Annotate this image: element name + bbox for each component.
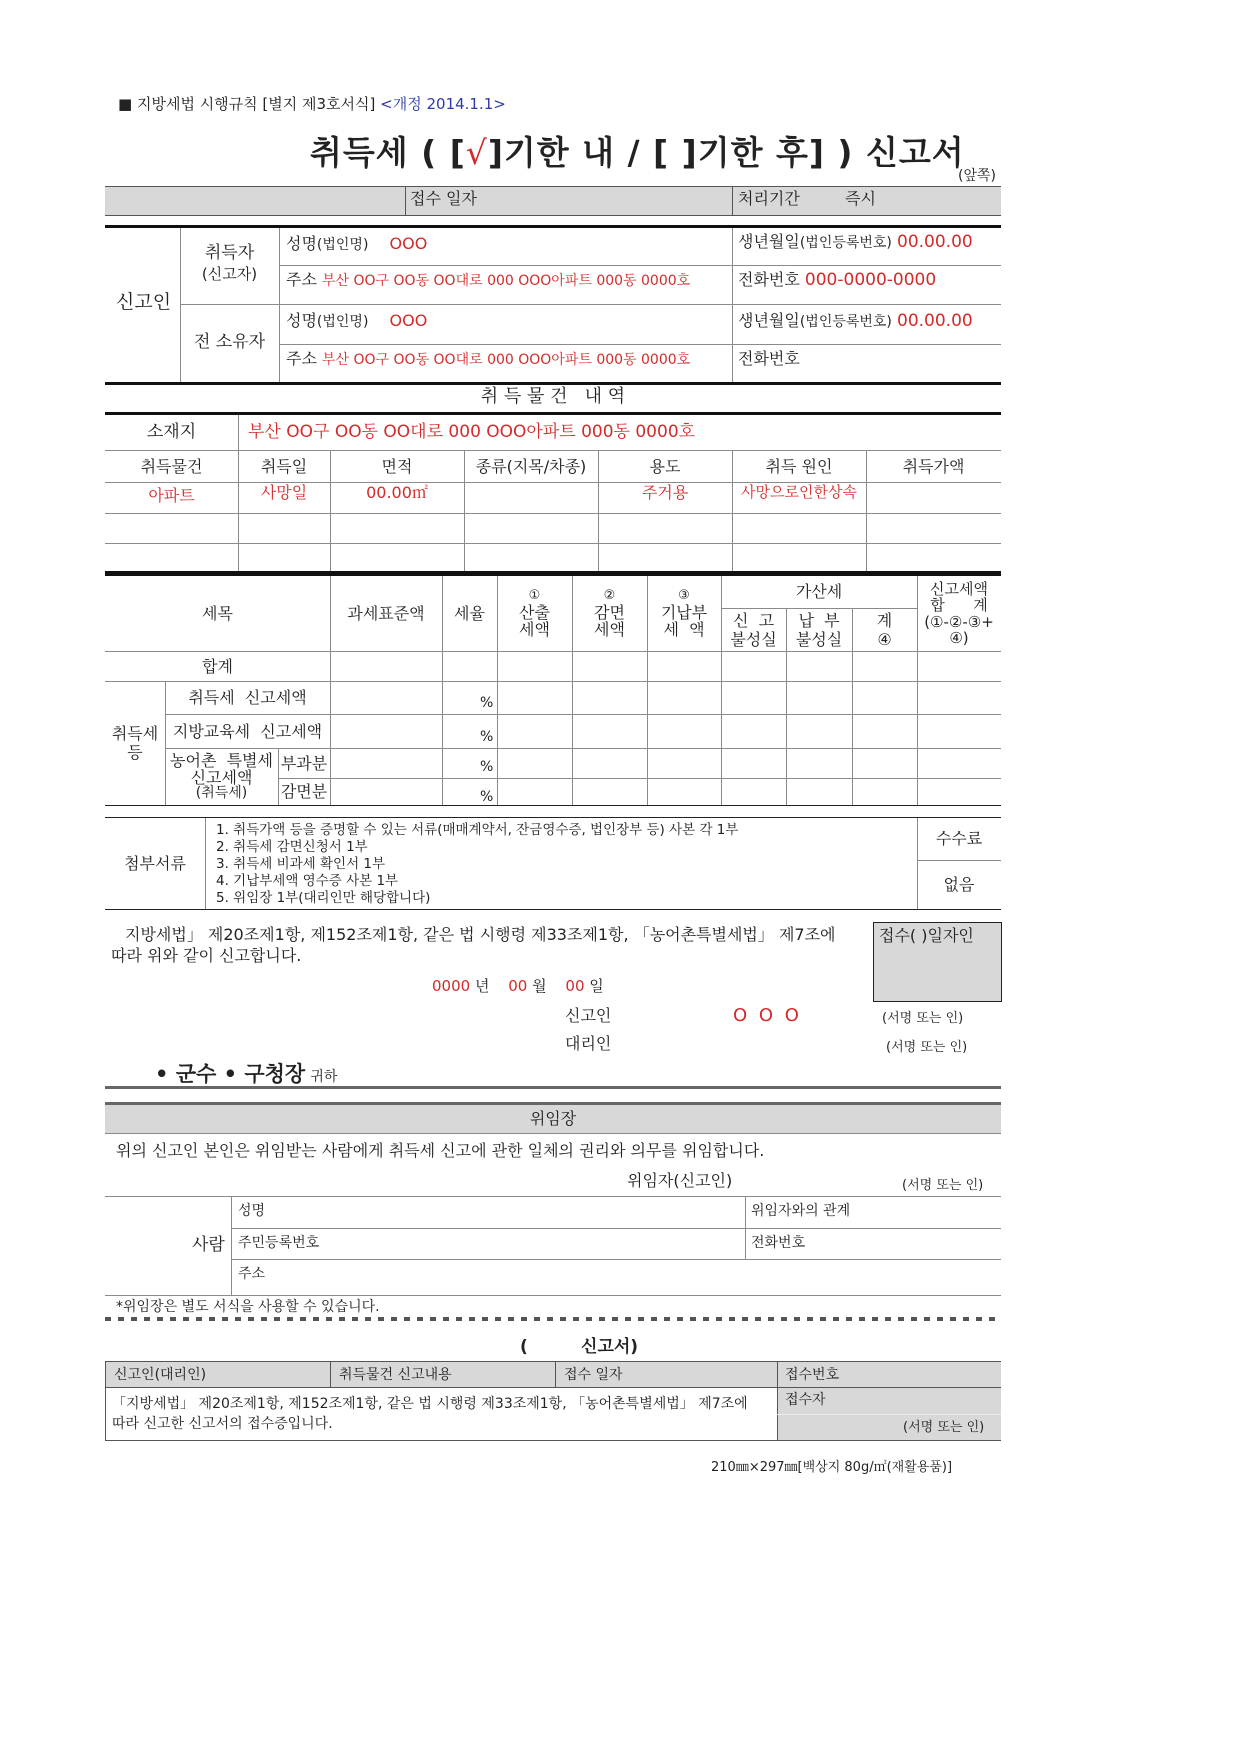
tax-col-reduce [572, 580, 647, 648]
col-header-price: 취득가액 [902, 456, 965, 476]
tax-row-rural [165, 749, 278, 805]
col-header-type: 종류(지목/차종) [475, 456, 587, 476]
location-label: 소재지 [146, 422, 197, 443]
tax-col-penalty-pay: 납 부 불성실 [795, 610, 843, 649]
attachment-item: 5. 위임장 1부(대리인만 해당합니다) [216, 890, 431, 906]
rate-percent-acq[interactable]: % [480, 695, 494, 711]
delegation-text: 위의 신고인 본인은 위임받는 사람에게 취득세 신고에 관한 일체의 권리와 의무를 위임합니다. [116, 1141, 765, 1160]
rate-percent-rural-b[interactable]: % [480, 789, 494, 805]
tax-row-rural-l3: (취득세) [195, 785, 248, 802]
address-label: 주소 [286, 270, 317, 289]
page-title [310, 134, 965, 172]
addressee-suffix: 귀하 [310, 1069, 338, 1085]
form-reference [118, 96, 506, 113]
tax-row-rural-exempt: 감면분 [280, 782, 328, 802]
title-prefix: 취득세 ( [ [310, 133, 466, 172]
rate-percent-edu[interactable]: % [480, 729, 494, 745]
reporter-section-label: 신고인 [116, 291, 172, 313]
receipt-date-label: 접수 일자 [410, 189, 477, 208]
birth-label: 생년월일 [738, 232, 800, 251]
month-unit: 월 [532, 977, 547, 995]
tax-col-total-l1: 신고세액 [930, 579, 988, 598]
delegate-id-label: 주민등록번호 [238, 1235, 320, 1251]
address-label: 주소 [286, 349, 317, 368]
birth-sub-label: (법인등록번호) [799, 235, 892, 251]
prev-address-value[interactable]: 부산 OO구 OO동 OO대로 000 OOO아파트 000동 0000호 [322, 352, 691, 368]
date-year[interactable]: 0000 [432, 977, 471, 995]
year-unit: 년 [474, 977, 490, 995]
square-bullet-icon: ■ [118, 95, 133, 113]
tax-col-total [917, 576, 1001, 651]
prev-phone-row [738, 350, 800, 368]
front-side-note: (앞쪽) [958, 168, 996, 184]
acquirer-birth-row [738, 233, 973, 253]
property-section-title: 취 득 물 건 내 역 [480, 386, 626, 407]
acquirer-phone-row [738, 271, 936, 291]
acquirer-address-row [286, 271, 690, 289]
day-unit: 일 [589, 977, 604, 995]
delegation-note: *위임장은 별도 서식을 사용할 수 있습니다. [116, 1299, 380, 1315]
previous-owner-label: 전 소유자 [193, 332, 266, 352]
location-value[interactable]: 부산 OO구 OO동 OO대로 000 OOO아파트 000동 0000호 [248, 422, 696, 442]
prev-birth-row [738, 312, 973, 332]
tax-col-prepaid-label: 기납부 세 액 [660, 602, 708, 640]
attachments-label: 첨부서류 [124, 853, 186, 873]
tax-sum-label: 합계 [202, 656, 233, 676]
tax-col-penalty-total: 계 ④ [876, 610, 893, 649]
property-area-value[interactable]: 00.00㎡ [366, 483, 428, 503]
acquirer-birth-value[interactable]: 00.00.00 [897, 232, 973, 252]
tax-row-education: 지방교육세 신고세액 [172, 721, 323, 741]
receipt-receiver-label: 접수자 [785, 1392, 826, 1408]
prev-address-row [286, 350, 690, 368]
acquirer-label: 취득자 [204, 243, 255, 263]
tax-col-item: 세목 [202, 603, 233, 623]
circle-1-icon: ① [528, 588, 541, 604]
tax-row-rural-imposed: 부과분 [280, 753, 328, 773]
addressee [155, 1062, 337, 1086]
date-month[interactable]: 00 [508, 977, 528, 995]
col-header-cause: 취득 원인 [765, 456, 833, 476]
processing-period-label: 처리기간 [738, 189, 800, 208]
circle-2-icon: ② [603, 588, 616, 604]
circle-3-icon: ③ [678, 588, 690, 604]
acquirer-sub-label: (신고자) [201, 265, 258, 283]
cut-line [105, 1317, 1001, 1321]
property-price-value[interactable] [866, 480, 1001, 506]
checkmark-icon[interactable]: √ [465, 133, 488, 172]
agent-sign-hint: (서명 또는 인) [886, 1040, 968, 1055]
addressee-name: • 군수 • 구청장 [155, 1062, 306, 1086]
tax-group-label: 취득세 등 [111, 724, 159, 762]
fee-value: 없음 [943, 875, 975, 895]
name-sub-label: (법인명) [316, 314, 369, 330]
property-type-value[interactable] [464, 480, 598, 506]
acquirer-name-row [286, 235, 427, 253]
title-suffix: ]기한 내 / [ ]기한 후] ) 신고서 [487, 133, 965, 172]
tax-col-penalty: 가산세 [795, 582, 843, 602]
attachment-item: 2. 취득세 감면신청서 1부 [216, 839, 368, 855]
delegate-name-label: 성명 [238, 1203, 266, 1219]
tax-col-total-l2: 합 계 [930, 596, 988, 614]
tax-col-calc [497, 580, 572, 648]
tax-col-total-l3: (①-②-③+ [924, 612, 994, 631]
property-use-value[interactable]: 주거용 [641, 483, 689, 503]
tax-row-acquisition: 취득세 신고세액 [188, 688, 307, 708]
revision-date: <개정 2014.1.1> [380, 95, 506, 113]
phone-label: 전화번호 [738, 270, 800, 289]
delegator-sign-hint: (서명 또는 인) [902, 1178, 984, 1193]
col-header-date: 취득일 [260, 456, 308, 476]
delegate-address-label: 주소 [238, 1266, 266, 1282]
declaration-date [432, 978, 604, 995]
col-header-area: 면적 [381, 456, 413, 476]
birth-sub-label: (법인등록번호) [799, 314, 892, 330]
tax-col-penalty-report: 신 고 불성실 [730, 610, 777, 649]
prev-name-row [286, 312, 427, 330]
declaration-line1: 지방세법」 제20조제1항, 제152조제1항, 같은 법 시행령 제33조제1항, 「농어촌특별세법」 제7조에 [125, 925, 836, 944]
prev-name-value[interactable]: OOO [389, 311, 428, 330]
acquirer-phone-value[interactable]: 000-0000-0000 [804, 270, 937, 290]
tax-col-rate: 세율 [454, 603, 485, 623]
name-sub-label: (법인명) [316, 237, 369, 253]
phone-label: 전화번호 [738, 349, 800, 368]
receipt-stamp-label: 접수( )일자인 [879, 926, 974, 945]
acquirer-address-value[interactable]: 부산 OO구 OO동 OO대로 000 OOO아파트 000동 0000호 [322, 273, 691, 289]
reporter-sign-label: 신고인 [565, 1006, 612, 1025]
reporter-sign-hint: (서명 또는 인) [882, 1011, 964, 1026]
col-header-use: 용도 [649, 456, 681, 476]
processing-period-value: 즉시 [845, 189, 876, 208]
attachment-item: 3. 취득세 비과세 확인서 1부 [216, 856, 386, 872]
agent-sign-label: 대리인 [565, 1034, 612, 1053]
date-day[interactable]: 00 [565, 977, 585, 995]
delegate-phone-label: 전화번호 [751, 1235, 806, 1251]
receipt-col-date: 접수 일자 [564, 1367, 623, 1383]
property-cause-value[interactable]: 사망으로인한상속 [741, 483, 857, 501]
declaration-line2: 따라 위와 같이 신고합니다. [111, 946, 302, 965]
receipt-title: ( 신고서) [520, 1337, 639, 1357]
tax-col-reduce-label: 감면 세액 [594, 602, 625, 640]
receipt-col-content: 취득물건 신고내용 [339, 1367, 452, 1383]
property-item-value[interactable]: 아파트 [148, 486, 195, 506]
fee-label: 수수료 [935, 829, 983, 849]
receipt-col-number: 접수번호 [785, 1367, 840, 1383]
delegate-relation-label: 위임자와의 관계 [751, 1203, 851, 1219]
form-ref-text: 지방세법 시행규칙 [별지 제3호서식] [136, 95, 376, 113]
receipt-text-line2: 따라 신고한 신고서의 접수증입니다. [112, 1416, 333, 1432]
birth-label: 생년월일 [738, 311, 800, 330]
receipt-col-reporter: 신고인(대리인) [114, 1367, 207, 1383]
delegator-label: 위임자(신고인) [627, 1171, 733, 1190]
property-date-value[interactable]: 사망일 [260, 483, 308, 503]
attachment-item: 1. 취득가액 등을 증명할 수 있는 서류(매매계약서, 잔금영수증, 법인장부 등) 사본 각 1부 [216, 822, 739, 838]
tax-row-rural-l1: 농어촌 특별세 [170, 750, 273, 770]
delegate-person-label: 사람 [192, 1235, 225, 1255]
receipt-text-line1: 「지방세법」 제20조제1항, 제152조제1항, 같은 법 시행령 제33조제1항, 「농어촌특별세법」 제7조에 [112, 1396, 748, 1412]
attachment-item: 4. 기납부세액 영수증 사본 1부 [216, 873, 399, 889]
delegation-title: 위임장 [529, 1109, 577, 1129]
reporter-sign-name[interactable]: O O O [733, 1005, 802, 1026]
receipt-stamp-box[interactable] [873, 922, 1002, 1002]
tax-col-total-l4: ④) [949, 629, 969, 647]
tax-col-calc-label: 산출 세액 [519, 602, 550, 640]
name-label: 성명 [286, 311, 317, 330]
acquirer-name-value[interactable]: OOO [389, 234, 428, 253]
tax-row-rural-l2: 신고세액 [190, 767, 253, 787]
rate-percent-rural-a[interactable]: % [480, 759, 494, 775]
prev-birth-value[interactable]: 00.00.00 [897, 311, 973, 331]
tax-col-prepaid [647, 580, 721, 648]
name-label: 성명 [286, 234, 317, 253]
attachments-list [216, 822, 738, 907]
receipt-sign-hint: (서명 또는 인) [903, 1420, 985, 1435]
paper-spec: 210㎜×297㎜[백상지 80g/㎡(재활용품)] [711, 1460, 953, 1475]
col-header-item: 취득물건 [140, 456, 203, 476]
tax-col-base: 과세표준액 [347, 603, 425, 623]
